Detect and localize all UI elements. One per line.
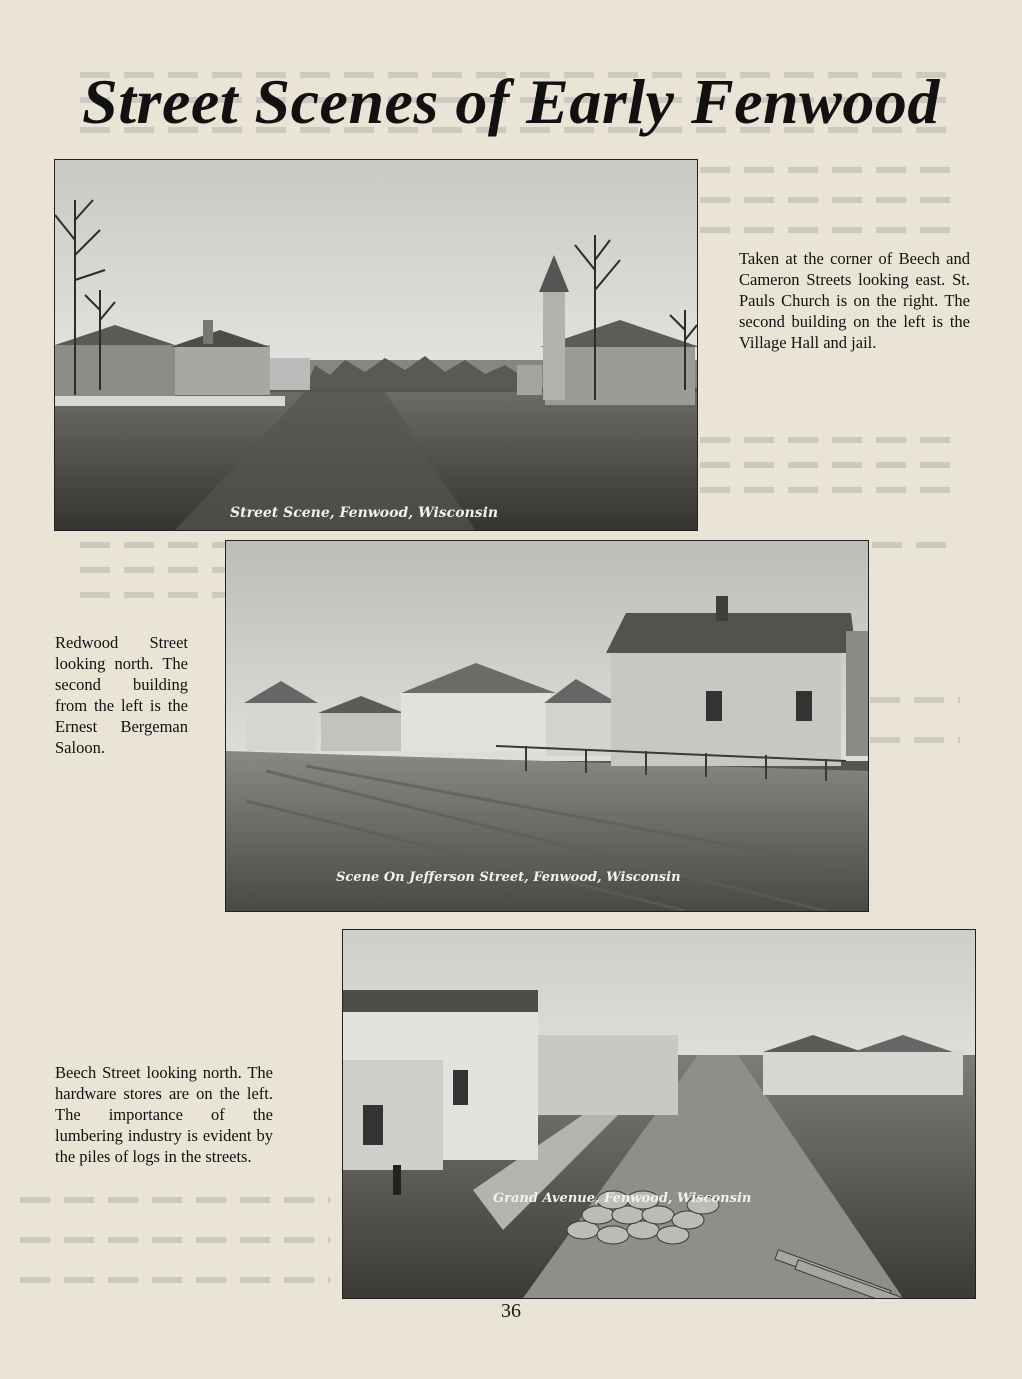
photo-jefferson-street-inscription: Scene On Jefferson Street, Fenwood, Wisconsin bbox=[336, 870, 681, 885]
caption-street-scene: Taken at the corner of Beech and Cameron Streets looking east. St. Pauls Church is on the right. The second building on the left is the Village Hall and jail. bbox=[739, 249, 970, 352]
photo-grand-avenue bbox=[343, 930, 975, 1298]
photo-street-scene bbox=[55, 160, 697, 530]
photo-jefferson-street bbox=[226, 541, 868, 911]
photo-grand-avenue-inscription: Grand Avenue, Fenwood, Wisconsin bbox=[493, 1191, 752, 1206]
page-title: Street Scenes of Early Fenwood bbox=[82, 66, 940, 137]
page-number: 36 bbox=[501, 1300, 521, 1322]
photo-street-scene-inscription: Street Scene, Fenwood, Wisconsin bbox=[230, 505, 499, 521]
caption-jefferson-street: Redwood Street looking north. The second building from the left is the Ernest Bergeman Saloon. bbox=[55, 633, 188, 757]
caption-grand-avenue: Beech Street looking north. The hardware stores are on the left. The importance of the lumbering industry is evident by the piles of logs in the streets. bbox=[55, 1063, 273, 1166]
